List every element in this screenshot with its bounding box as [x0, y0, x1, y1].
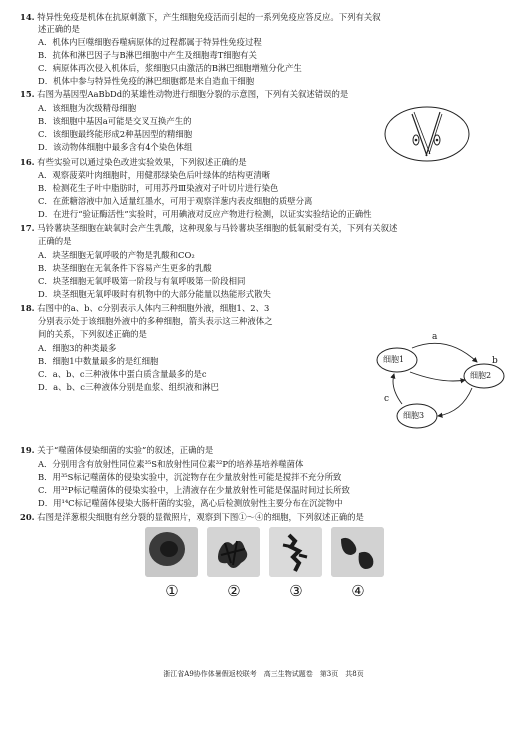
cell-1-label: 细胞1 [383, 355, 405, 364]
label-b: b [492, 356, 498, 366]
question-17-stem-cont: 正确的是 [38, 236, 72, 246]
question-number: 18. [20, 303, 35, 313]
question-number: 20. [20, 512, 35, 522]
question-number: 14. [20, 12, 35, 22]
question-17-stem [20, 223, 397, 234]
question-number: 17. [20, 223, 35, 233]
label-a: a [432, 332, 438, 342]
option-c: C．用³²P标记噬菌体的侵染实验中，上清液存在少量放射性可能是保温时间过长所致 [38, 485, 350, 495]
label-c: c [384, 394, 390, 404]
option-b: B．该细胞中基因a可能是交叉互换产生的 [38, 116, 192, 126]
image-label-1: ① [165, 582, 179, 600]
option-d: D．机体中参与特异性免疫的淋巴细胞都是来自造血干细胞 [38, 76, 255, 86]
option-c: C．块茎细胞无氧呼吸第一阶段与有氧呼吸第一阶段相同 [38, 276, 246, 286]
image-label-2: ② [227, 582, 241, 600]
option-d: D．a、b、c三种液体分别是血浆、组织液和淋巴 [38, 382, 219, 392]
option-a: A．观察菠菜叶肉细胞时，用健那绿染色后叶绿体的结构更清晰 [38, 170, 271, 180]
question-number: 16. [20, 157, 35, 167]
question-18-stem [20, 303, 269, 314]
question-14-stem [20, 12, 381, 23]
option-c: C．该细胞最终能形成2种基因型的精细胞 [38, 129, 193, 139]
question-text: 有些实验可以通过染色改进实验效果，下列叙述正确的是 [37, 157, 247, 167]
question-number: 15. [20, 89, 35, 99]
option-d: D．在进行“验证酶活性”实验时，可用碘液对反应产物进行检测，以证实实验结论的正确性 [38, 209, 372, 219]
option-a: A．分别用含有放射性同位素³⁵S和放射性同位素³²P的培养基培养噬菌体 [38, 459, 304, 469]
micrograph-2 [207, 527, 260, 577]
cell-2-label: 细胞2 [470, 371, 492, 380]
option-b: B．细胞1中数量最多的是红细胞 [38, 356, 159, 366]
option-c: C．病原体再次侵入机体后，浆细胞只由激活的B淋巴细胞增殖分化产生 [38, 63, 302, 73]
option-a: A．细胞3的种类最多 [38, 343, 117, 353]
option-b: B．抗体和淋巴因子与B淋巴细胞中产生及细胞毒T细胞有关 [38, 50, 257, 60]
question-text: 特异性免疫是机体在抗原刺激下，产生细胞免疫活而引起的一系列免疫应答反应。下列有关叙 [37, 12, 381, 22]
option-d: D．该动物体细胞中最多含有4个染色体组 [38, 142, 193, 152]
question-20-stem [20, 512, 364, 523]
option-d: D．用¹⁴C标记噬菌体侵染大肠杆菌的实验，离心后检测放射性主要分布在沉淀物中 [38, 498, 343, 508]
question-14-stem-cont: 述正确的是 [38, 24, 80, 34]
image-label-4: ④ [351, 582, 365, 600]
option-a: A．该细胞为次级精母细胞 [38, 103, 137, 113]
question-15-stem [20, 89, 348, 100]
option-a: A．块茎细胞无氧呼吸的产物是乳酸和CO₂ [38, 250, 195, 260]
question-text: 右图是洋葱根尖细胞有丝分裂的显微照片，观察到下图①～④的细胞，下列叙述正确的是 [37, 512, 364, 522]
question-number: 19. [20, 445, 35, 455]
micrograph-4 [331, 527, 384, 577]
option-c: C．a、b、c三种液体中蛋白质含量最多的是c [38, 369, 207, 379]
question-text: 右图为基因型AaBbDd的某雄性动物进行细胞分裂的示意图，下列有关叙述错误的是 [37, 89, 349, 99]
option-c: C．在蔗糖溶液中加入适量红墨水，可用于观察洋葱内表皮细胞的质壁分离 [38, 196, 313, 206]
question-16-stem [20, 157, 247, 168]
page-footer: 浙江省A9协作体暑假返校联考 高三生物试题卷 第3页 共8页 [163, 670, 364, 678]
micrograph-3 [269, 527, 322, 577]
question-19-stem [20, 445, 213, 456]
question-text: 关于“噬菌体侵染细菌的实验”的叙述，正确的是 [37, 445, 214, 455]
option-b: B．检测花生子叶中脂肪时，可用苏丹Ⅲ染液对子叶切片进行染色 [38, 183, 279, 193]
question-18-stem-cont: 分别表示处于该细胞外液中的多种细胞，箭头表示这三种液体之 [38, 316, 273, 326]
option-b: B．用³⁵S标记噬菌体的侵染实验中，沉淀物存在少量放射性可能是搅拌不充分所致 [38, 472, 342, 482]
cell-3-label: 细胞3 [403, 411, 425, 420]
micrograph-1 [145, 527, 198, 577]
question-text: 右图中的a、b、c分别表示人体内三种细胞外液，细胞1、2、3 [37, 303, 270, 313]
cell-division-figure [382, 104, 472, 164]
option-b: B．块茎细胞在无氧条件下容易产生更多的乳酸 [38, 263, 212, 273]
option-a: A．机体内巨噬细胞吞噬病原体的过程都属于特异性免疫过程 [38, 37, 262, 47]
image-label-3: ③ [289, 582, 303, 600]
body-fluid-diagram [372, 332, 512, 432]
question-18-stem-cont: 间的关系，下列叙述正确的是 [38, 329, 147, 339]
question-text: 马铃薯块茎细胞在缺氧时会产生乳酸，这种现象与马铃薯块茎细胞的低氧耐受有关，下列有关叙述 [37, 223, 398, 233]
option-d: D．块茎细胞无氧呼吸时有机物中的大部分能量以热能形式散失 [38, 289, 271, 299]
